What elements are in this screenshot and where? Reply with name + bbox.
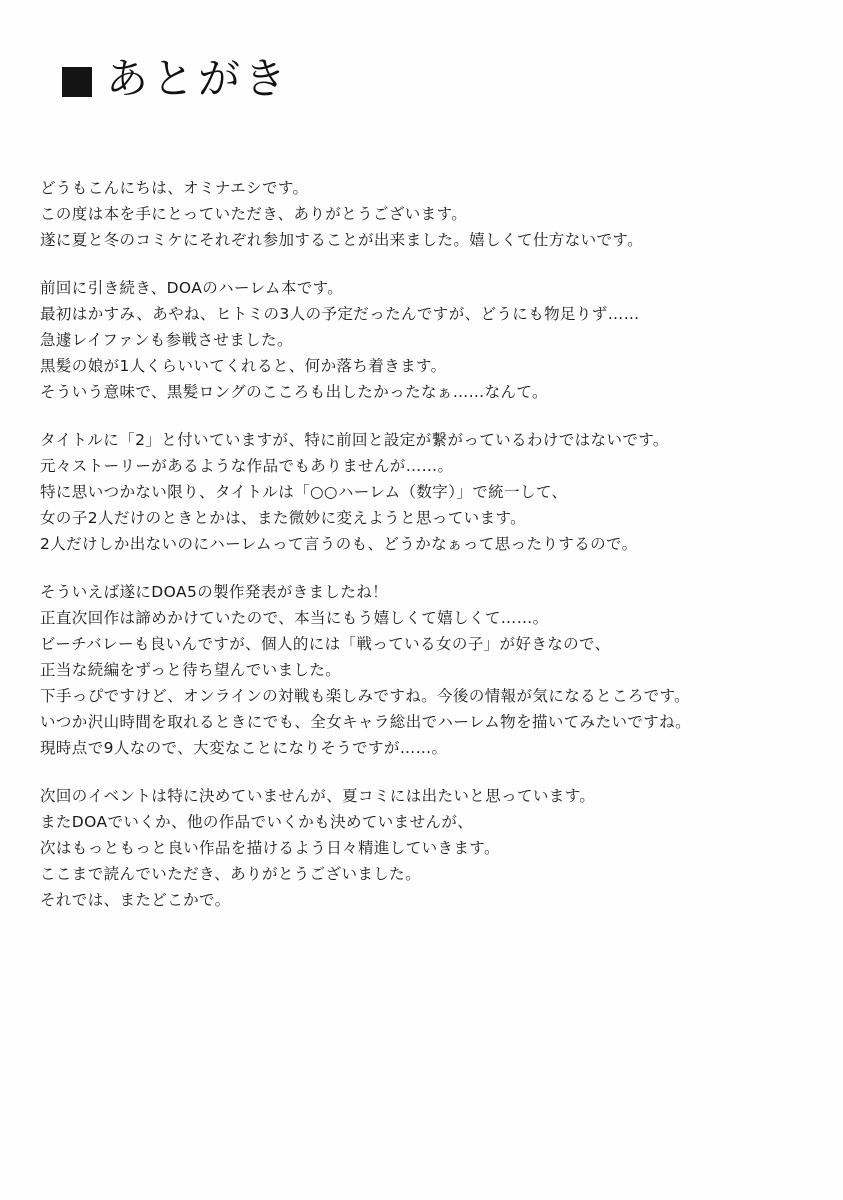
page-title-text: あとがき bbox=[106, 54, 291, 103]
text-line: 女の子2人だけのときとかは、また微妙に変えようと思っています。 bbox=[40, 509, 527, 527]
paragraph-next-event bbox=[40, 783, 800, 913]
text-line: どうもこんにちは、オミナエシです。 bbox=[40, 179, 309, 197]
text-line: この度は本を手にとっていただき、ありがとうございます。 bbox=[40, 205, 468, 223]
paragraph-about-book bbox=[40, 275, 800, 405]
text-line: 元々ストーリーがあるような作品でもありませんが……。 bbox=[40, 457, 454, 475]
text-line: 特に思いつかない限り、タイトルは「○○ハーレム（数字）」で統一して、 bbox=[40, 483, 568, 501]
text-line: 現時点で9人なので、大変なことになりそうですが……。 bbox=[40, 739, 448, 757]
text-line: またDOAでいくか、他の作品でいくかも決めていませんが、 bbox=[40, 813, 474, 831]
text-line: 正当な続編をずっと待ち望んでいました。 bbox=[40, 661, 342, 679]
text-line: そういえば遂にDOA5の製作発表がきましたね！ bbox=[40, 583, 389, 601]
text-line: 遂に夏と冬のコミケにそれぞれ参加することが出来ました。嬉しくて仕方ないです。 bbox=[40, 231, 643, 249]
page-title bbox=[62, 54, 291, 103]
text-line: 黒髪の娘が1人くらいいてくれると、何か落ち着きます。 bbox=[40, 357, 447, 375]
text-line: 急遽レイファンも参戦させました。 bbox=[40, 331, 293, 349]
text-line: そういう意味で、黒髪ロングのこころも出したかったなぁ……なんて。 bbox=[40, 383, 548, 401]
text-line: いつか沢山時間を取れるときにでも、全女キャラ総出でハーレム物を描いてみたいですね。 bbox=[40, 713, 691, 731]
text-line: 下手っぴですけど、オンラインの対戦も楽しみですね。今後の情報が気になるところです。 bbox=[40, 687, 691, 705]
text-line: 次はもっともっと良い作品を描けるよう日々精進していきます。 bbox=[40, 839, 500, 857]
text-line: ビーチバレーも良いんですが、個人的には「戦っている女の子」が好きなので、 bbox=[40, 635, 611, 653]
text-line: 2人だけしか出ないのにハーレムって言うのも、どうかなぁって思ったりするので。 bbox=[40, 535, 638, 553]
text-line: ここまで読んでいただき、ありがとうございました。 bbox=[40, 865, 421, 883]
text-line: 最初はかすみ、あやね、ヒトミの3人の予定だったんですが、どうにも物足りず…… bbox=[40, 305, 640, 323]
filled-square-bullet-icon bbox=[62, 67, 92, 97]
text-line: 前回に引き続き、DOAのハーレム本です。 bbox=[40, 279, 344, 297]
paragraph-about-doa5 bbox=[40, 579, 800, 761]
text-line: タイトルに「2」と付いていますが、特に前回と設定が繋がっているわけではないです。 bbox=[40, 431, 669, 449]
text-line: それでは、またどこかで。 bbox=[40, 891, 231, 909]
paragraph-about-title bbox=[40, 427, 800, 557]
text-line: 次回のイベントは特に決めていませんが、夏コミには出たいと思っています。 bbox=[40, 787, 596, 805]
text-line: 正直次回作は諦めかけていたので、本当にもう嬉しくて嬉しくて……。 bbox=[40, 609, 549, 627]
paragraph-greeting bbox=[40, 175, 800, 253]
afterword-body bbox=[40, 175, 800, 913]
